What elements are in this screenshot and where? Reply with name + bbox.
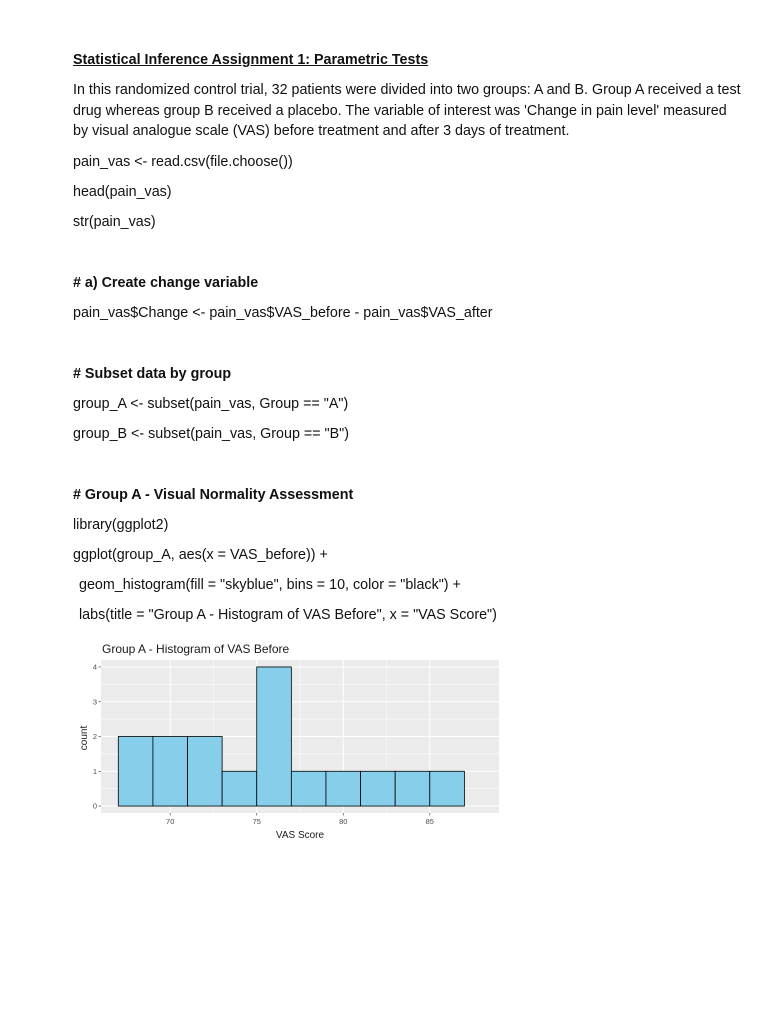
histogram-bar xyxy=(361,771,396,806)
y-axis-label: count xyxy=(79,725,90,751)
code-group-a: group_A <- subset(pain_vas, Group == "A") xyxy=(73,395,349,412)
y-tick-label: 3 xyxy=(92,697,97,707)
code-ggplot: ggplot(group_A, aes(x = VAS_before)) + xyxy=(73,546,328,563)
code-library: library(ggplot2) xyxy=(73,516,169,533)
histogram-bar xyxy=(188,737,223,807)
histogram-bar xyxy=(291,771,326,806)
x-tick-label: 80 xyxy=(339,817,348,826)
histogram-figure xyxy=(73,638,503,848)
histogram-chart xyxy=(73,638,503,848)
code-str: str(pain_vas) xyxy=(73,213,156,230)
code-change-variable: pain_vas$Change <- pain_vas$VAS_before - pain_vas$VAS_after xyxy=(73,304,493,321)
x-axis xyxy=(166,813,434,826)
x-axis-label: VAS Score xyxy=(275,830,325,841)
histogram-bar xyxy=(430,771,465,806)
intro-paragraph: In this randomized control trial, 32 patients were divided into two groups: A and B. Group A received a test drug whereas group B received a placebo. The variable of interest was 'Change in pain level' measured by visual analogue scale (VAS) before treatment and after 3 days of treatment. xyxy=(73,82,741,139)
y-tick-label: 2 xyxy=(92,732,97,742)
code-labs: labs(title = "Group A - Histogram of VAS Before", x = "VAS Score") xyxy=(79,606,497,623)
code-group-b: group_B <- subset(pain_vas, Group == "B") xyxy=(73,425,349,442)
document-page xyxy=(73,50,743,625)
y-axis xyxy=(93,663,101,811)
histogram-bar xyxy=(326,771,361,806)
histogram-bar xyxy=(118,737,153,807)
code-head: head(pain_vas) xyxy=(73,183,172,200)
code-geom-histogram: geom_histogram(fill = "skyblue", bins = 10, color = "black") + xyxy=(79,576,461,593)
heading-visual-normality: # Group A - Visual Normality Assessment xyxy=(73,486,354,503)
y-tick-label: 0 xyxy=(92,801,97,811)
chart-title: Group A - Histogram of VAS Before xyxy=(102,642,290,656)
histogram-bar xyxy=(153,737,188,807)
x-tick-label: 70 xyxy=(166,817,175,826)
y-tick-label: 1 xyxy=(92,766,97,776)
histogram-bar xyxy=(222,771,257,806)
x-tick-label: 85 xyxy=(425,817,434,826)
histogram-bar xyxy=(395,771,430,806)
document-title: Statistical Inference Assignment 1: Parametric Tests xyxy=(73,52,429,68)
code-read-csv: pain_vas <- read.csv(file.choose()) xyxy=(73,153,293,170)
heading-create-change: # a) Create change variable xyxy=(73,274,259,291)
y-tick-label: 4 xyxy=(92,662,97,672)
histogram-bar xyxy=(257,667,292,806)
x-tick-label: 75 xyxy=(252,817,261,826)
heading-subset: # Subset data by group xyxy=(73,365,232,382)
